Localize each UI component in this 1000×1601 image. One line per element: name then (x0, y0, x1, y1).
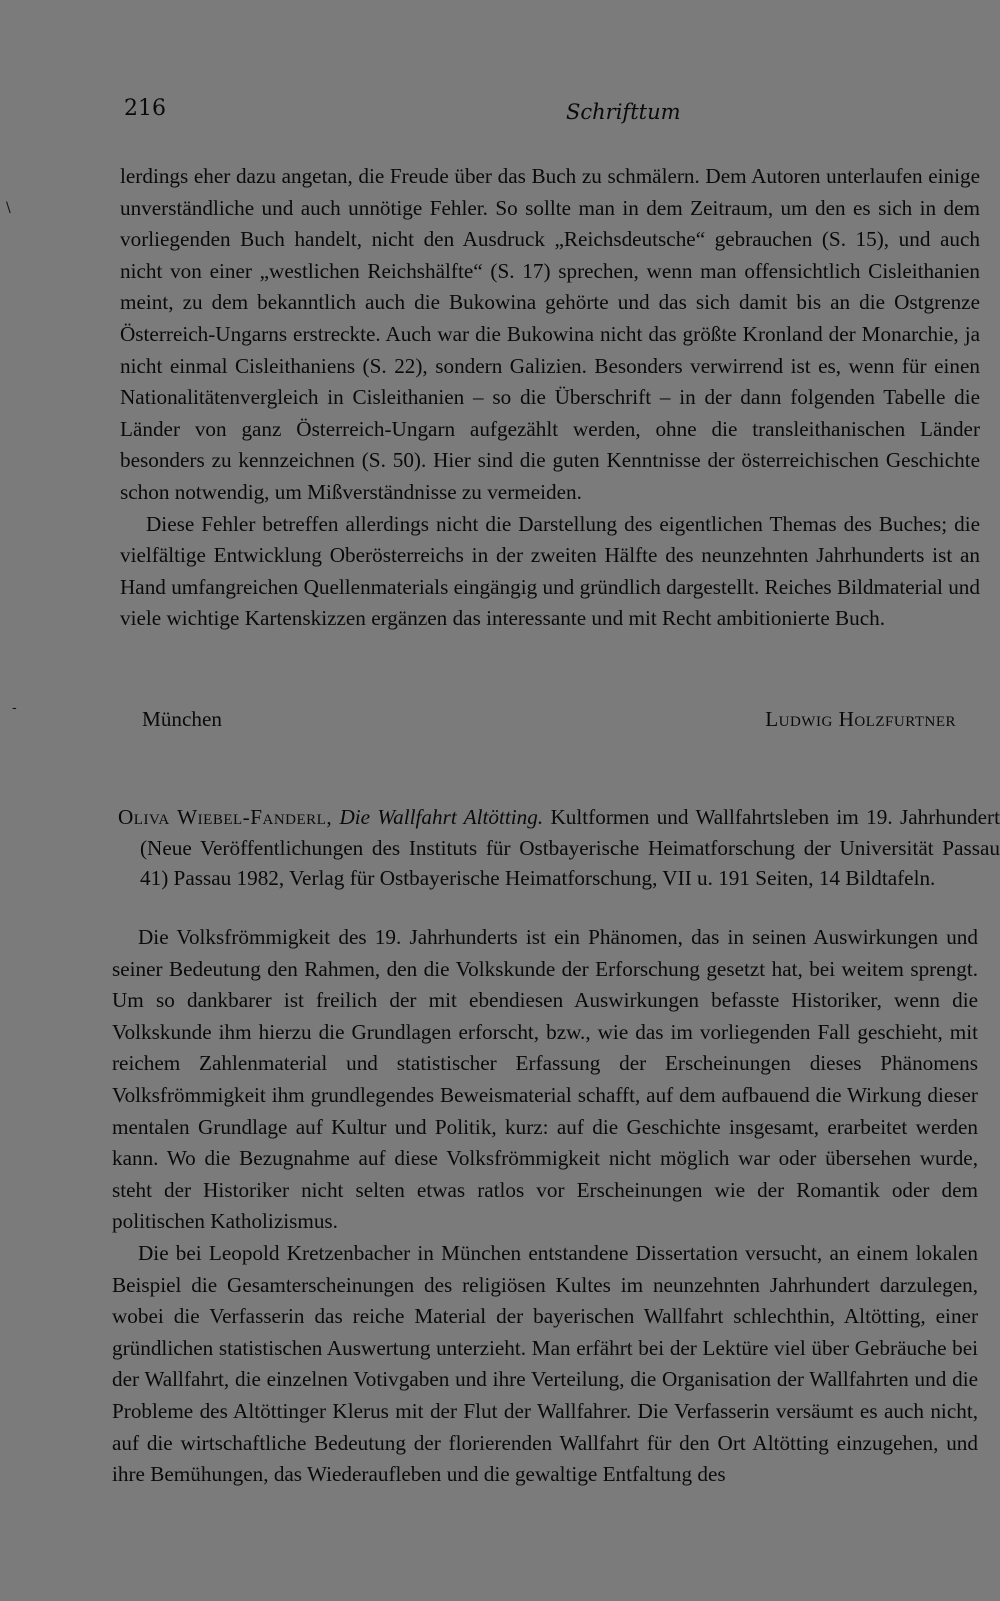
margin-mark: \ (6, 200, 11, 216)
bibliographic-entry (118, 802, 1000, 894)
margin-mark: - (12, 700, 17, 716)
review-paragraph: Die bei Leopold Kretzenbacher in München entstandene Dissertation versucht, an einem lokalen Beispiel die Gesamterscheinungen des religiösen Kultes im neunzehnten Jahrhundert darzulegen, wobei die Verfasserin das reiche Material der bayerischen Wallfahrt schlechthin, Altötting, einer gründlichen statistischen Auswertung unterzieht. Man erfährt bei der Lektüre viel über Gebräuche bei der Wallfahrt, die einzelnen Votivgaben und ihre Verteilung, die Organisation der Wallfahrten und die Probleme des Altöttinger Klerus mit der Flut der Wallfahrer. Die Verfasserin versäumt es auch nicht, auf die wirtschaftliche Bedeutung der florierenden Wallfahrt für den Ort Altötting einzugehen, und ihre Bemühungen, das Wiederaufleben und die gewaltige Entfaltung des (112, 1240, 978, 1487)
review-paragraph: Die Volksfrömmigkeit des 19. Jahrhunderts ist ein Phänomen, das in seinen Auswirkungen und seiner Bedeutung den Rahmen, den die Volkskunde der Erforschung gesetzt hat, bei weitem sprengt. Um so dankbarer ist freilich der mit ebendiesen Auswirkungen befasste Historiker, wenn die Volkskunde ihm hierzu die Grundlagen erforscht, bzw., wie das im vorliegenden Fall geschieht, mit reichem Zahlenmaterial und statistischer Erfassung der Erscheinungen dieses Phänomens Volksfrömmigkeit ihm grundlegendes Beweismaterial schafft, auf dem aufbauend die Wirkung dieser mentalen Grundlage auf Kultur und Politik, kurz: auf die Geschichte insgesamt, erarbeitet werden kann. Wo die Bezugnahme auf diese Volksfrömmigkeit nicht möglich war oder übersehen wurde, steht der Historiker nicht selten etwas ratlos vor Erscheinungen wie der Romantik oder dem politischen Katholizismus. (112, 925, 978, 1234)
running-title: Schrifttum (566, 100, 681, 124)
review-body (112, 922, 978, 1491)
review-paragraph: Diese Fehler betreffen allerdings nicht die Darstellung des eigentlichen Themas des Buches; die vielfältige Entwicklung Oberösterreichs in der zweiten Hälfte des neunzehnten Jahrhunderts ist an Hand umfangreichen Quellenmaterials eingängig und gründlich dargestellt. Reiches Bildmaterial und viele wichtige Kartenskizzen ergänzen das interessante und mit Recht ambitionierte Buch. (120, 511, 980, 631)
book-details: Kultformen und Wallfahrtsleben im 19. Jahrhundert (Neue Veröffentlichungen des Instituts für Ostbayerische Heimatforschung der Universität Passau 41) Passau 1982, Verlag für Ostbayerische Heimatforschung, VII u. 191 Seiten, 14 Bildtafeln. (140, 805, 1000, 891)
page-number: 216 (124, 96, 166, 121)
review-body-continued (120, 161, 980, 635)
review-paragraph: lerdings eher dazu angetan, die Freude über das Buch zu schmälern. Dem Autoren unterlaufen einige unverständliche und auch unnötige Fehler. So sollte man in dem Zeitraum, um den es sich in dem vorliegenden Buch handelt, nicht den Ausdruck „Reichsdeutsche“ gebrauchen (S. 15), und auch nicht von einer „westlichen Reichshälfte“ (S. 17) sprechen, wenn man offensichtlich Cisleithanien meint, zu dem bekanntlich auch die Bukowina gehörte und das sich damit bis an die Ostgrenze Österreich-Ungarns erstreckte. Auch war die Bukowina nicht das größte Kronland der Monarchie, ja nicht einmal Cisleithaniens (S. 22), sondern Galizien. Besonders verwirrend ist es, wenn für einen Nationalitätenvergleich in Cisleithanien – so die Überschrift – in der dann folgenden Tabelle die Länder von ganz Österreich-Ungarn aufgezählt werden, ohne die transleithanischen Länder besonders zu kennzeichnen (S. 50). Hier sind die guten Kenntnisse der österreichischen Geschichte schon notwendig, um Mißverständnisse zu vermeiden. (120, 164, 980, 504)
book-title: Die Wallfahrt Altötting. (339, 805, 544, 829)
reviewer-name: Ludwig Holzfurtner (765, 707, 956, 731)
review-place: München (142, 707, 223, 731)
book-author: Oliva Wiebel-Fanderl, (118, 805, 333, 829)
